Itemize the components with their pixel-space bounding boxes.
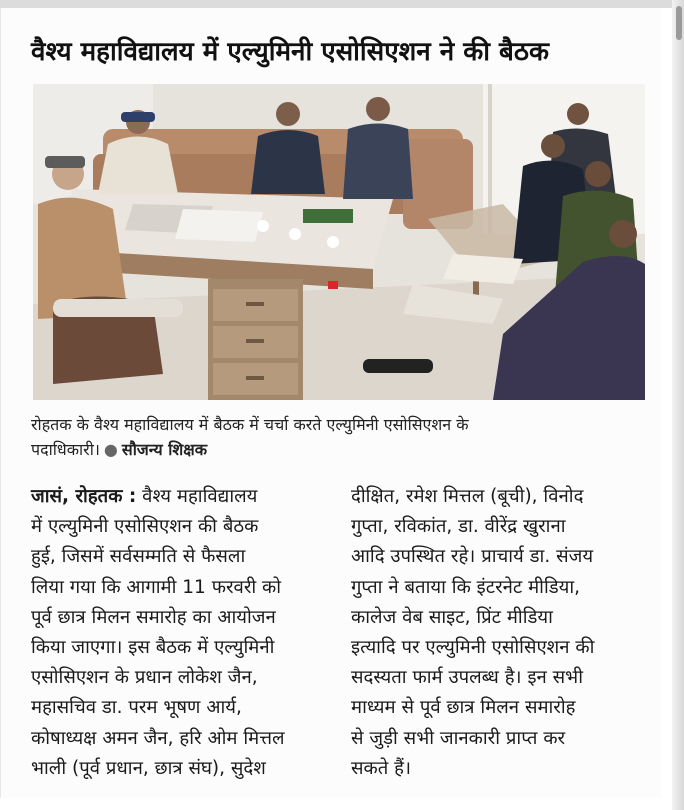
headline: वैश्य महाविद्यालय में एल्युमिनी एसोसिएशन ने की बैठक (31, 37, 549, 67)
photo-credit: सौजन्य शिक्षक (121, 440, 208, 459)
article-line: सदस्यता फार्म उपलब्ध है। इन सभी (351, 667, 583, 689)
scrollbar-thumb[interactable] (676, 6, 682, 40)
article-line: भाली (पूर्व प्रधान, छात्र संघ), सुदेश (31, 757, 266, 779)
article-line: गुप्ता ने बताया कि इंटरनेट मीडिया, (351, 576, 581, 598)
article-line: महासचिव डा. परम भूषण आर्य, (31, 697, 242, 719)
article-line: आदि उपस्थित रहे। प्राचार्य डा. संजय (351, 546, 594, 568)
caption-line-1: रोहतक के वैश्य महाविद्यालय में बैठक में चर्चा करते एल्युमिनी एसोसिएशन के (31, 415, 469, 434)
bullet-icon: ● (103, 440, 118, 459)
article-line: सकते हैं। (351, 757, 411, 779)
top-band (0, 0, 684, 8)
article-column-left (31, 482, 341, 784)
article-line: माध्यम से पूर्व छात्र मिलन समारोह (351, 697, 576, 719)
article-line: पूर्व छात्र मिलन समारोह का आयोजन (31, 606, 276, 628)
article-line: लिया गया कि आगामी 11 फरवरी को (31, 576, 282, 598)
photo-caption (31, 412, 643, 462)
dateline: जासं, रोहतक : (31, 486, 137, 507)
scrollbar[interactable] (672, 0, 684, 810)
meeting-photo-illustration (33, 84, 645, 400)
article-line: कोषाध्यक्ष अमन जैन, हरि ओम मित्तल (31, 727, 285, 749)
article-line: हुई, जिसमें सर्वसम्मति से फैसला (31, 546, 246, 568)
article-line: से जुड़ी सभी जानकारी प्राप्त कर (351, 727, 566, 749)
article-line (31, 482, 341, 512)
newspaper-clipping (0, 8, 661, 798)
article-line: एसोसिएशन के प्रधान लोकेश जैन, (31, 667, 258, 689)
article-line: किया जाएगा। इस बैठक में एल्युमिनी (31, 637, 275, 659)
article-line: में एल्युमिनी एसोसिएशन की बैठक (31, 516, 259, 538)
article-line: दीक्षित, रमेश मित्तल (बूची), विनोद (351, 486, 584, 507)
article-text: वैश्य महाविद्यालय (136, 486, 258, 507)
caption-line-2 (31, 437, 643, 462)
article-line: गुप्ता, रविकांत, डा. वीरेंद्र खुराना (351, 516, 566, 538)
article-column-right (351, 482, 651, 784)
article-line: इत्यादि पर एल्युमिनी एसोसिएशन की (351, 637, 595, 659)
article-line: कालेज वेब साइट, प्रिंट मीडिया (351, 606, 553, 628)
caption-line-2-text: पदाधिकारी। (31, 440, 100, 459)
meeting-photo (33, 84, 645, 400)
